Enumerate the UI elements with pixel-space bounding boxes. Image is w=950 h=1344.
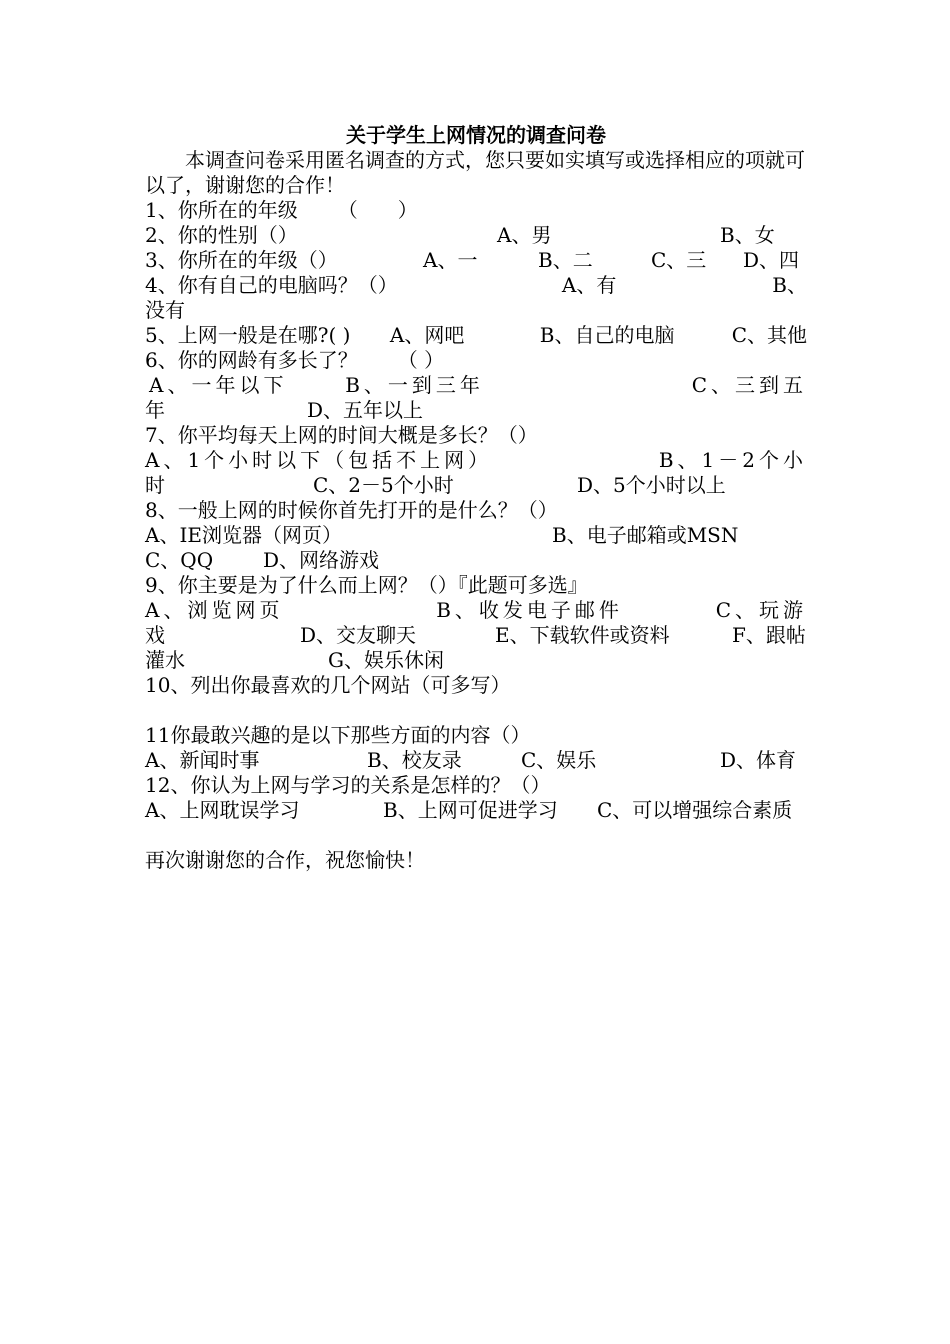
- question-7-options: [145, 448, 807, 473]
- question-4-option-a: A、有: [561, 273, 617, 297]
- question-7-option-d: D、5个小时以上: [577, 473, 726, 497]
- question-3-option-c: C、三: [651, 248, 707, 272]
- question-1: [145, 198, 807, 223]
- page-title: 关于学生上网情况的调查问卷: [346, 123, 606, 147]
- question-8-option-b: B、电子邮箱或MSN: [552, 523, 739, 547]
- question-12-option-a: A、上网耽误学习: [145, 798, 300, 822]
- question-5: [145, 323, 807, 348]
- question-11-option-b: B、校友录: [367, 748, 462, 772]
- question-9-option-b: B、收发电子邮件: [436, 598, 623, 622]
- spacer: [145, 823, 807, 848]
- question-6-option-c-continued: 年: [145, 398, 165, 422]
- question-12: [145, 773, 807, 798]
- question-6-text: 6、你的网龄有多长了？: [145, 348, 358, 372]
- question-4: [145, 273, 807, 298]
- question-2-text: 2、你的性别（）: [145, 223, 298, 247]
- question-9-option-c: C、玩游: [715, 598, 807, 622]
- question-7-text: 7、你平均每天上网的时间大概是多长？（）: [145, 423, 538, 447]
- question-3: [145, 248, 807, 273]
- question-9-option-d: D、交友聊天: [300, 623, 417, 647]
- closing-text: 再次谢谢您的合作，祝您愉快！: [145, 848, 425, 872]
- question-6-options-continued: [145, 398, 807, 423]
- question-12-option-b: B、上网可促进学习: [383, 798, 558, 822]
- question-1-text: 1、你所在的年级: [145, 198, 298, 222]
- question-11-option-c: C、娱乐: [521, 748, 597, 772]
- question-6-blank: （ ）: [397, 348, 445, 372]
- question-7-option-c: C、2－5个小时: [313, 473, 454, 497]
- question-6-option-a: A、一年以下: [149, 373, 288, 397]
- question-3-text: 3、你所在的年级（）: [145, 248, 338, 272]
- question-1-blank: （ ）: [337, 198, 418, 222]
- question-8: [145, 498, 807, 523]
- question-7-option-b-continued: 时: [145, 473, 165, 497]
- question-9-option-f: F、跟帖: [732, 623, 806, 647]
- question-9-option-e: E、下载软件或资料: [495, 623, 670, 647]
- question-9-options-row3: [145, 648, 807, 673]
- question-4-option-b-continued: 没有: [145, 298, 185, 322]
- question-6: [145, 348, 807, 373]
- question-9-options-row1: [145, 598, 807, 623]
- question-5-option-b: B、自己的电脑: [539, 323, 675, 347]
- question-6-option-b: B、一到三年: [345, 373, 484, 397]
- question-8-text: 8、一般上网的时候你首先打开的是什么？（）: [145, 498, 558, 522]
- question-4-continued: [145, 298, 807, 323]
- questionnaire: [145, 123, 807, 873]
- question-9-option-f-continued: 灌水: [145, 648, 185, 672]
- question-8-options-row2: [145, 548, 807, 573]
- question-6-option-c: C、三到五: [691, 373, 807, 397]
- question-9-option-g: G、娱乐休闲: [328, 648, 444, 672]
- question-8-option-d: D、网络游戏: [263, 548, 380, 572]
- question-10: [145, 673, 807, 698]
- question-12-options: [145, 798, 807, 823]
- question-6-options: [145, 373, 807, 398]
- question-11-option-a: A、新闻时事: [145, 748, 260, 772]
- question-2-option-b: B、女: [720, 223, 775, 247]
- question-11-text: 11你最敢兴趣的是以下那些方面的内容（）: [145, 723, 531, 747]
- question-7: [145, 423, 807, 448]
- question-5-option-c: C、其他: [731, 323, 807, 347]
- question-7-option-b: B、1－2个小: [658, 448, 807, 472]
- question-2-option-a: A、男: [497, 223, 552, 247]
- question-11: [145, 723, 807, 748]
- question-3-option-b: B、二: [538, 248, 593, 272]
- closing-line: [145, 848, 807, 873]
- question-11-options: [145, 748, 807, 773]
- intro-paragraph: 本调查问卷采用匿名调查的方式，您只要如实填写或选择相应的项就可以了，谢谢您的合作！: [145, 148, 805, 197]
- question-10-answer-space: [145, 698, 807, 723]
- question-8-option-a: A、IE浏览器（网页）: [145, 523, 342, 547]
- question-9-text: 9、你主要是为了什么而上网？（）『此题可多选』: [145, 573, 588, 597]
- question-9: [145, 573, 807, 598]
- question-2: [145, 223, 807, 248]
- question-8-options-row1: [145, 523, 807, 548]
- question-9-options-row2: [145, 623, 807, 648]
- question-7-option-a: A、1个小时以下（包括不上网）: [145, 448, 493, 472]
- question-12-text: 12、你认为上网与学习的关系是怎样的？（）: [145, 773, 551, 797]
- question-3-option-a: A、一: [423, 248, 478, 272]
- question-9-option-c-continued: 戏: [145, 623, 165, 647]
- question-4-text: 4、你有自己的电脑吗？（）: [145, 273, 398, 297]
- question-3-option-d: D、四: [743, 248, 800, 272]
- question-7-options-continued: [145, 473, 807, 498]
- question-5-option-a: A、网吧: [389, 323, 465, 347]
- question-5-text: 5、上网一般是在哪?( ): [145, 323, 351, 347]
- question-8-option-c: C、QQ: [145, 548, 214, 572]
- question-11-option-d: D、体育: [720, 748, 797, 772]
- question-9-option-a: A、浏览网页: [145, 598, 284, 622]
- question-10-text: 10、列出你最喜欢的几个网站（可多写）: [145, 673, 511, 697]
- question-4-option-b: B、: [772, 273, 807, 297]
- question-6-option-d: D、五年以上: [307, 398, 424, 422]
- question-12-option-c: C、可以增强综合素质: [597, 798, 793, 822]
